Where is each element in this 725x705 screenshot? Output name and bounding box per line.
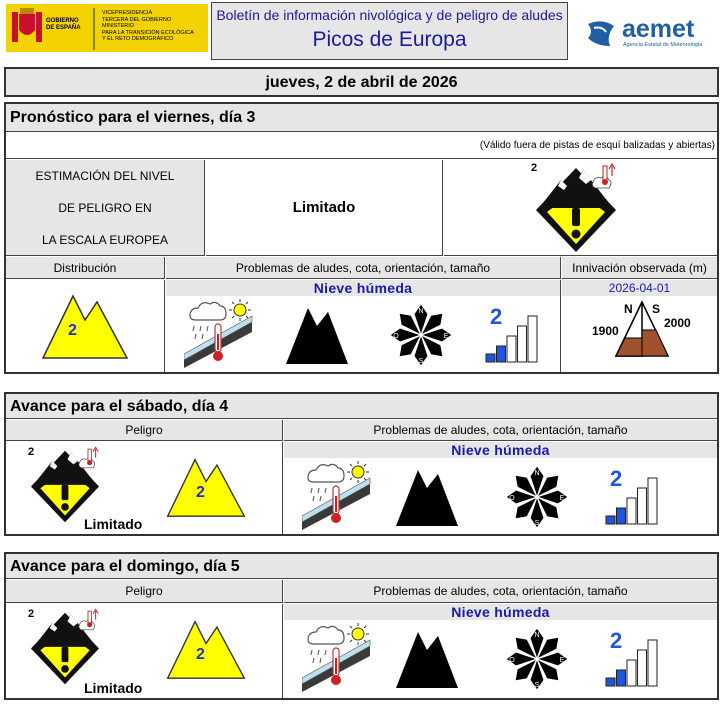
sunday-distribution-icon — [164, 616, 248, 682]
zone-name: Picos de Europa — [312, 28, 467, 51]
saturday-size-number: 2 — [610, 466, 623, 491]
danger-icon-level: 2 — [531, 162, 538, 174]
svg-text:N: N — [418, 308, 424, 315]
south-label: S — [652, 302, 661, 316]
sunday-level-text: Limitado — [84, 680, 143, 696]
saturday-aspect-rose-icon — [504, 464, 570, 530]
sunday-problems-cell — [284, 604, 717, 698]
bulletin-title: Boletín de información nivológica y de peligro de aludes — [216, 7, 563, 23]
north-height: 1900 — [592, 324, 619, 338]
svg-text:O: O — [509, 657, 515, 664]
danger-level-text: Limitado — [292, 199, 356, 216]
aspect-rose-icon — [388, 302, 454, 368]
sunday-section — [4, 552, 719, 700]
aemet-logo — [584, 16, 714, 50]
south-height: 2000 — [664, 316, 691, 330]
saturday-wet-snow-icon — [302, 460, 372, 530]
svg-text:E: E — [559, 495, 565, 502]
wet-snow-icon — [184, 298, 254, 368]
elevation-mountain-icon — [284, 302, 350, 366]
sunday-wet-snow-icon — [302, 622, 372, 692]
col-distribution: Distribución — [53, 261, 117, 275]
sunday-problem-type: Nieve húmeda — [284, 604, 717, 620]
saturday-title: Avance para el sábado, día 4 — [10, 398, 229, 415]
forecast-section — [4, 102, 719, 374]
aemet-emblem-icon — [584, 18, 620, 48]
government-logo — [6, 4, 208, 52]
ministry-line-4: PARA LA TRANSICIÓN ECOLÓGICA — [102, 29, 194, 36]
sunday-elevation-icon — [394, 626, 460, 690]
saturday-level-text: Limitado — [84, 516, 143, 532]
svg-text:E: E — [559, 657, 565, 664]
saturday-section — [4, 392, 719, 536]
ministry-line-3: MINISTERIO — [102, 23, 135, 30]
bulletin-date — [4, 67, 719, 97]
size-number: 2 — [490, 304, 503, 329]
saturday-problems-cell — [284, 442, 717, 534]
distribution-mountain-icon — [39, 290, 131, 362]
saturday-distribution-icon — [164, 454, 248, 520]
svg-text:O: O — [393, 333, 399, 340]
sunday-distribution-level: 2 — [196, 646, 205, 663]
snow-depth-mountain-icon — [614, 300, 670, 358]
ministry-line-5: Y EL RETO DEMOGRÁFICO — [102, 36, 174, 43]
svg-text:N: N — [534, 470, 540, 477]
col-snow: Innivación observada (m) — [572, 261, 707, 275]
sunday-danger-cell — [6, 604, 283, 698]
sunday-title: Avance para el domingo, día 5 — [10, 558, 240, 575]
north-label: N — [624, 302, 633, 316]
sunday-col-problems: Problemas de aludes, cota, orientación, tamaño — [373, 584, 628, 598]
validity-note: (Válido fuera de pistas de esquí balizadas y abiertas) — [479, 140, 715, 151]
bulletin-header — [211, 2, 568, 60]
sunday-icon-level: 2 — [28, 608, 35, 620]
problems-cell — [166, 280, 561, 372]
aemet-name: aemet — [622, 15, 695, 43]
danger-icon-cell — [444, 160, 717, 256]
saturday-elevation-icon — [394, 464, 460, 528]
saturday-danger-icon — [26, 444, 104, 524]
sunday-col-danger: Peligro — [125, 584, 163, 598]
svg-text:S: S — [534, 520, 540, 527]
danger-level-2-icon — [531, 160, 621, 254]
gov-line-2: DE ESPAÑA — [46, 25, 81, 31]
svg-text:O: O — [509, 495, 515, 502]
svg-text:E: E — [443, 333, 449, 340]
forecast-title: Pronóstico para el viernes, día 3 — [10, 109, 256, 126]
saturday-icon-level: 2 — [28, 446, 35, 458]
svg-text:N: N — [534, 632, 540, 639]
sunday-aspect-rose-icon — [504, 626, 570, 692]
ministry-line-2: TERCERA DEL GOBIERNO — [102, 16, 172, 23]
snow-cell — [562, 280, 717, 372]
snow-date: 2026-04-01 — [562, 280, 717, 296]
svg-text:S: S — [534, 682, 540, 689]
sunday-danger-icon — [26, 606, 104, 686]
saturday-danger-cell — [6, 442, 283, 534]
saturday-col-danger: Peligro — [125, 423, 163, 437]
distribution-level: 2 — [68, 322, 77, 339]
distribution-cell — [6, 280, 165, 372]
saturday-problem-type: Nieve húmeda — [284, 442, 717, 458]
aemet-subtitle: Agencia Estatal de Meteorología — [623, 42, 703, 48]
estimation-label: ESTIMACIÓN DEL NIVEL DE PELIGRO EN LA ESCALA EUROPEA — [6, 160, 205, 256]
svg-text:S: S — [418, 358, 424, 365]
saturday-col-problems: Problemas de aludes, cota, orientación, tamaño — [373, 423, 628, 437]
sunday-size-number: 2 — [610, 628, 623, 653]
col-problems: Problemas de aludes, cota, orientación, tamaño — [235, 261, 491, 275]
date-text: jueves, 2 de abril de 2026 — [265, 74, 458, 91]
problem-type: Nieve húmeda — [166, 280, 560, 296]
ministry-line-1: VICEPRESIDENCIA — [102, 10, 153, 16]
gov-line-1: GOBIERNO — [46, 18, 79, 24]
saturday-distribution-level: 2 — [196, 484, 205, 501]
